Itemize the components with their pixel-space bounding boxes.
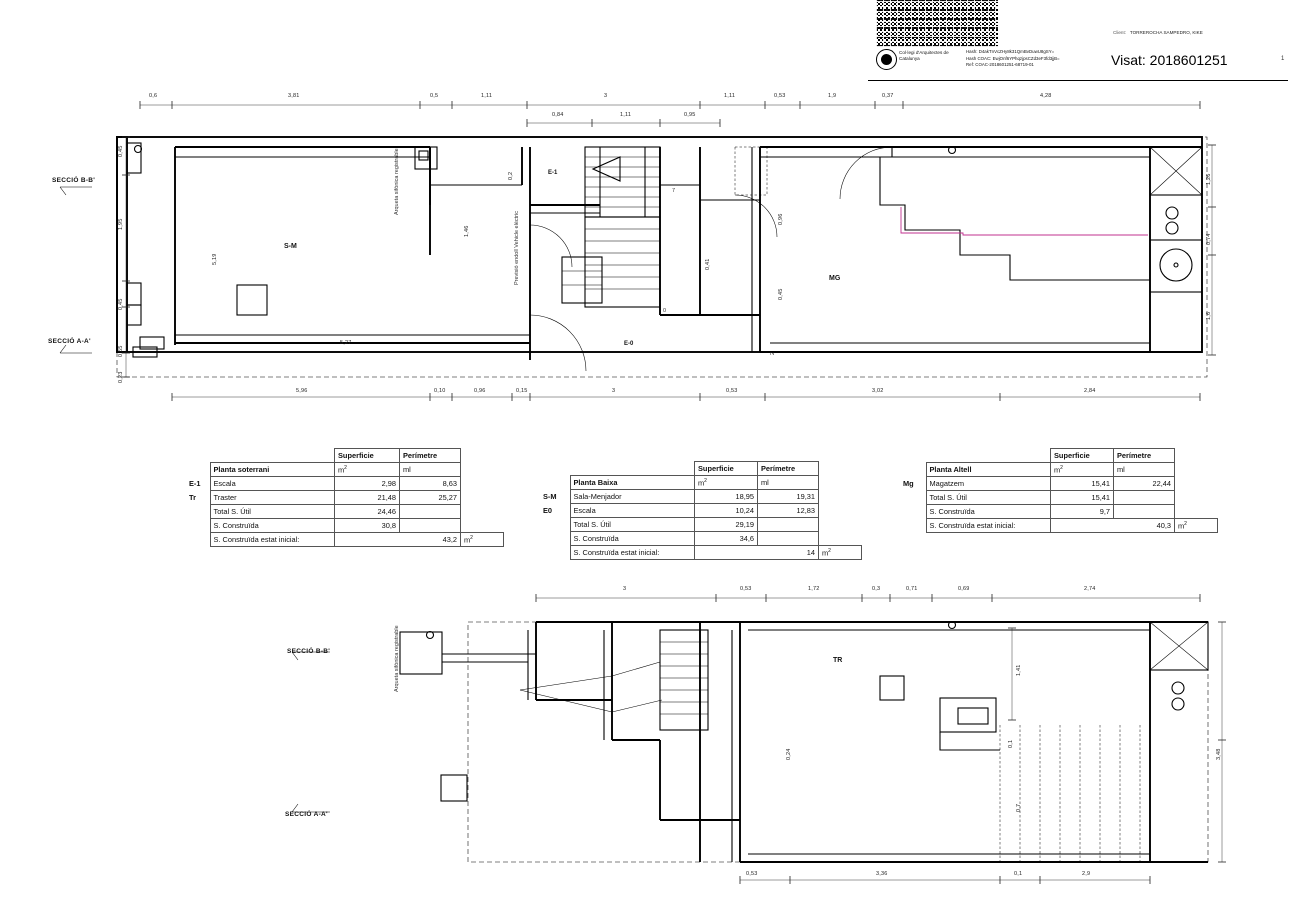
section-label-aa-upper: SECCIÓ A-A' [48, 338, 91, 345]
dim-inner-1: 0,2 [508, 171, 514, 180]
table-footer-row [186, 533, 503, 547]
note-vehicle-electric: Previsió endoll Vehicle elèctric [514, 211, 520, 285]
room-label-mg: MG [829, 275, 841, 282]
dim-left-3: 5,19 [212, 253, 218, 265]
row-label: Total S. Útil [926, 491, 1051, 505]
dim-bottom-3: 0,96 [474, 388, 486, 394]
table-title-2: Planta Baixa [570, 476, 695, 490]
visat-number [1111, 52, 1228, 68]
lower-section-marks [292, 652, 330, 812]
stamp-hashes [966, 49, 1060, 69]
table-row [540, 518, 861, 532]
dim-top-9: 0,37 [882, 93, 894, 99]
footer-label: S. Construïda estat inicial: [210, 533, 335, 547]
upper-section-marks [60, 187, 92, 353]
unit-perimeter-3: ml [1114, 463, 1175, 477]
dim-top-8: 1,9 [828, 93, 837, 99]
row-surface: 34,6 [695, 532, 758, 546]
row-perimeter: 19,31 [758, 490, 819, 504]
upper-dims-top2 [527, 119, 720, 127]
row-label: Escala [570, 504, 695, 518]
row-surface: 9,7 [1051, 505, 1114, 519]
row-code: S-M [543, 492, 557, 501]
table-row [900, 505, 1217, 519]
row-perimeter [758, 518, 819, 532]
lower-dims-top [536, 594, 1200, 602]
row-perimeter: 22,44 [1114, 477, 1175, 491]
row-perimeter [400, 505, 461, 519]
stamp-client-value: TORREROCHA SAMPEDRO, KIKE [1129, 30, 1203, 35]
stamp-client [1113, 30, 1203, 35]
upper-floor-plan [0, 85, 1300, 415]
dim-sm-inner: 5,27 [340, 340, 352, 346]
hash-line-3: Ref: COAC-2018601251-68719-01 [966, 62, 1034, 68]
ldim-bottom-1: 0,53 [746, 871, 758, 877]
dim-right-2: 0,74 [1206, 233, 1212, 245]
row-label: S. Construïda [570, 532, 695, 546]
row-label: Sala-Menjador [570, 490, 695, 504]
dim-top2-2: 1,11 [620, 112, 632, 118]
room-label-e0: E-0 [624, 341, 634, 347]
section-label-aa-lower: SECCIÓ A-A' [285, 811, 328, 818]
row-surface: 2,98 [335, 477, 400, 491]
footer-label: S. Construïda estat inicial: [570, 546, 695, 560]
dim-inner-3: 0,96 [778, 213, 784, 225]
dim-left-6: 0,23 [118, 371, 124, 383]
hash-line-2: Hash COAC: EwjOnf6YPhqzjpsCZd3eF3fd3jjB= [966, 55, 1060, 61]
row-surface: 15,41 [1051, 491, 1114, 505]
lower-floor-plan [0, 580, 1300, 900]
table-footer-row [540, 546, 861, 560]
dim-top2-3: 0,95 [684, 112, 696, 118]
table-planta-baixa [540, 461, 862, 560]
dim-inner-2: 1,46 [464, 225, 470, 237]
upper-dims-right [1208, 145, 1216, 355]
unit-perimeter-1: ml [400, 463, 461, 477]
table-row [900, 477, 1217, 491]
dim-bottom-6: 0,53 [726, 388, 738, 394]
row-label: Traster [210, 491, 335, 505]
dim-top2-1: 0,84 [552, 112, 564, 118]
stamp-client-label: Client: [1113, 30, 1127, 35]
table-planta-altell [900, 448, 1218, 533]
dim-bottom-5: 3 [612, 388, 616, 394]
dim-inner-4: 0,45 [778, 288, 784, 300]
dim-inner-6: 2 [770, 351, 776, 355]
ldim-top-7: 2,74 [1084, 586, 1096, 592]
coac-name: Col·legi d'Arquitectes de Catalunya [899, 50, 949, 62]
footer-unit: $m^2$ [461, 533, 504, 547]
ldim-inner-2: 0,1 [1008, 739, 1014, 748]
ldim-right-1: 1,41 [1016, 664, 1022, 676]
dim-bottom-1: 5,96 [296, 388, 308, 394]
lower-walls [400, 622, 1208, 863]
table-row [540, 532, 861, 546]
table-title-3: Planta Altell [926, 463, 1051, 477]
row-perimeter [1114, 491, 1175, 505]
unit-perimeter-2: ml [758, 476, 819, 490]
row-label: Escala [210, 477, 335, 491]
row-label: Total S. Útil [210, 505, 335, 519]
footer-value: 14 [758, 546, 819, 560]
row-surface: 30,8 [335, 519, 400, 533]
footer-value: 43,2 [400, 533, 461, 547]
table-title-1: Planta soterrani [210, 463, 335, 477]
ldim-bottom-3: 0,1 [1014, 871, 1023, 877]
table-row [900, 491, 1217, 505]
upper-dims-top [140, 101, 1200, 109]
dim-left-1: 0,45 [118, 145, 124, 157]
dim-inner-5: 0,41 [705, 258, 711, 270]
dim-top-5: 3 [604, 93, 608, 99]
dim-top-2: 3,81 [288, 93, 300, 99]
table-row [186, 519, 503, 533]
dim-left-4: 0,45 [118, 298, 124, 310]
unit-surface-2: $m^2$ [695, 476, 758, 490]
row-label: Magatzem [926, 477, 1051, 491]
row-label: S. Construïda [210, 519, 335, 533]
row-surface: 18,95 [695, 490, 758, 504]
dim-left-5: 0,55 [118, 345, 124, 357]
dim-right-3: 1,6 [1206, 311, 1212, 320]
row-label: Total S. Útil [570, 518, 695, 532]
row-code: Tr [189, 493, 196, 502]
ldim-top-3: 1,72 [808, 586, 820, 592]
row-perimeter: 25,27 [400, 491, 461, 505]
dim-bottom-8: 2,84 [1084, 388, 1096, 394]
table-row [540, 504, 861, 518]
ldim-right-2: 3,48 [1216, 748, 1222, 760]
upper-walls [117, 137, 1202, 371]
row-surface: 15,41 [1051, 477, 1114, 491]
ldim-inner-1: 0,24 [786, 748, 792, 760]
table-row [186, 505, 503, 519]
ldim-bottom-4: 2,9 [1082, 871, 1091, 877]
visat-value: 2018601251 [1149, 52, 1228, 68]
row-code: E0 [543, 506, 553, 515]
table-row [186, 477, 503, 491]
room-label-e1: E-1 [548, 170, 558, 176]
dim-top-7: 0,53 [774, 93, 786, 99]
note-arqueta-upper: Arqueta sifònica registrable [394, 148, 400, 215]
lower-floor-plan-drawing [0, 580, 1300, 900]
table-planta-soterrani [186, 448, 504, 547]
hash-line-1: Hash: D4akTnVcZHy8k31QmBvDuwU8gSY= [966, 49, 1055, 54]
dim-right-1: 1,26 [1206, 173, 1212, 185]
dim-top-6: 1,11 [724, 93, 736, 99]
ldim-top-5: 0,71 [906, 586, 918, 592]
dim-top-1: 0,6 [149, 93, 158, 99]
th-surface-3: Superficie [1051, 449, 1114, 463]
dim-top-10: 4,28 [1040, 93, 1052, 99]
row-surface: 24,46 [335, 505, 400, 519]
visat-label: Visat: [1111, 52, 1146, 68]
ldim-top-6: 0,69 [958, 586, 970, 592]
section-label-bb-upper: SECCIÓ B-B' [52, 177, 96, 184]
lower-dims-bottom [740, 876, 1150, 884]
table-row [186, 491, 503, 505]
footer-unit: $m^2$ [819, 546, 862, 560]
row-perimeter: 8,63 [400, 477, 461, 491]
unit-surface-3: $m^2$ [1051, 463, 1114, 477]
dim-top-4: 1,11 [481, 93, 493, 99]
ldim-top-1: 3 [623, 586, 627, 592]
upper-dims-bottom [172, 393, 1200, 401]
row-label: S. Construïda [926, 505, 1051, 519]
row-code: E-1 [189, 479, 201, 488]
th-perimeter-3: Perímetre [1114, 449, 1175, 463]
footer-unit: $m^2$ [1175, 519, 1218, 533]
th-surface-1: Superficie [335, 449, 400, 463]
room-label-tr: TR [833, 657, 843, 664]
dim-bottom-7: 3,02 [872, 388, 884, 394]
ldim-top-2: 0,53 [740, 586, 752, 592]
unit-surface-1: $m^2$ [335, 463, 400, 477]
section-label-bb-lower: SECCIÓ B-B' [287, 648, 331, 655]
row-perimeter [400, 519, 461, 533]
room-label-0: 0 [663, 308, 667, 314]
dim-bottom-2: 0,10 [434, 388, 446, 394]
ldim-top-4: 0,3 [872, 586, 881, 592]
row-code: Mg [903, 479, 914, 488]
ldim-right-3: 0,7 [1016, 803, 1022, 812]
th-perimeter-2: Perímetre [758, 462, 819, 476]
note-arqueta-lower: Arqueta sifònica registrable [394, 625, 400, 692]
qr-code [873, 0, 1001, 50]
row-perimeter [758, 532, 819, 546]
footer-value: 40,3 [1114, 519, 1175, 533]
row-perimeter: 12,83 [758, 504, 819, 518]
th-perimeter-1: Perímetre [400, 449, 461, 463]
th-surface-2: Superficie [695, 462, 758, 476]
room-label-7: 7 [672, 188, 676, 194]
table-row [540, 490, 861, 504]
visat-stamp-block [868, 0, 1288, 86]
row-surface: 29,19 [695, 518, 758, 532]
coac-seal-icon [876, 49, 897, 70]
footer-label: S. Construïda estat inicial: [926, 519, 1051, 533]
ldim-bottom-2: 3,36 [876, 871, 888, 877]
room-label-sm: S-M [284, 243, 297, 250]
visat-tail: 1 [1281, 56, 1285, 62]
dim-left-2: 1,95 [118, 218, 124, 230]
row-surface: 21,48 [335, 491, 400, 505]
row-surface: 10,24 [695, 504, 758, 518]
row-perimeter [1114, 505, 1175, 519]
table-footer-row [900, 519, 1217, 533]
dim-bottom-4: 0,15 [516, 388, 528, 394]
upper-floor-plan-drawing [0, 85, 1300, 415]
dim-top-3: 0,5 [430, 93, 439, 99]
